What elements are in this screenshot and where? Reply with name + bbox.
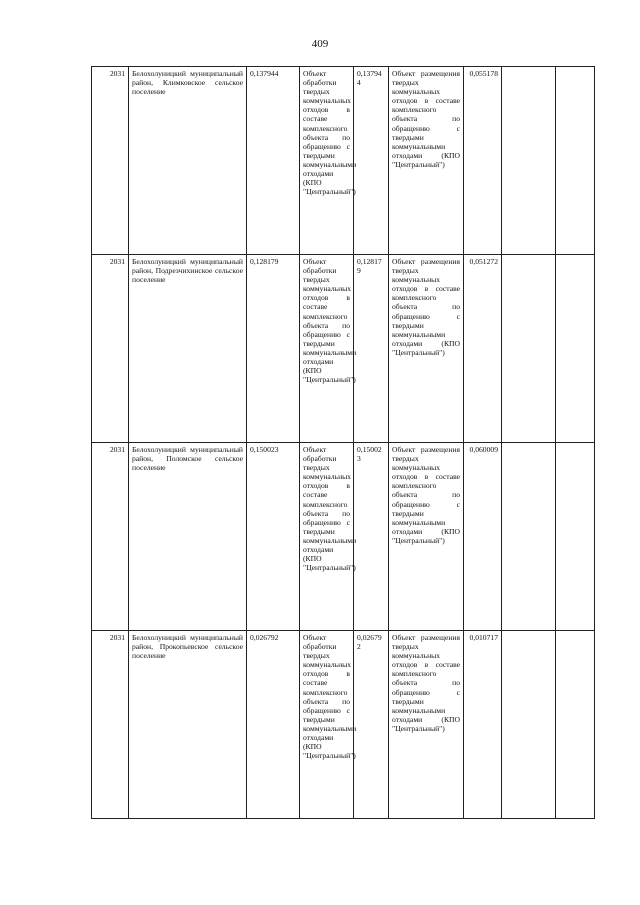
empty-cell [502,631,556,819]
page-number: 409 [311,38,329,50]
empty-cell [502,443,556,631]
processed-mass-cell: 0,137944 [354,67,389,255]
table-row [92,631,595,819]
disposal-object-cell: Объект размещения твердых коммунальных отходов в составе комплексного объекта по обращению с твердыми коммунальными отходами (КПО "Центральный") [389,443,464,631]
empty-cell [502,67,556,255]
disposal-object-cell: Объект размещения твердых коммунальных отходов в составе комплексного объекта по обращению с твердыми коммунальными отходами (КПО "Центральный") [389,67,464,255]
territory-cell: Белохолуницкий муниципальный район, Климковское сельское поселение [129,67,247,255]
table-body [92,67,595,819]
year-cell: 2031 [92,631,129,819]
empty-cell [556,631,595,819]
table-row [92,443,595,631]
processing-object-cell: Объект обработки твердых коммунальных отходов в составе комплексного объекта по обращению с твердыми коммунальными отходами (КПО "Центральный") [300,631,354,819]
disposal-object-cell: Объект размещения твердых коммунальных отходов в составе комплексного объекта по обращению с твердыми коммунальными отходами (КПО "Центральный") [389,631,464,819]
waste-mass-cell: 0,128179 [247,255,300,443]
processing-object-cell: Объект обработки твердых коммунальных отходов в составе комплексного объекта по обращению с твердыми коммунальными отходами (КПО "Центральный") [300,255,354,443]
processed-mass-cell: 0,128179 [354,255,389,443]
year-cell: 2031 [92,67,129,255]
territory-cell: Белохолуницкий муниципальный район, Подрезчихинское сельское поселение [129,255,247,443]
territory-cell: Белохолуницкий муниципальный район, Прокопьевское сельское поселение [129,631,247,819]
disposed-mass-cell: 0,051272 [464,255,502,443]
empty-cell [502,255,556,443]
empty-cell [556,67,595,255]
processed-mass-cell: 0,026792 [354,631,389,819]
waste-mass-cell: 0,150023 [247,443,300,631]
disposed-mass-cell: 0,055178 [464,67,502,255]
waste-mass-cell: 0,026792 [247,631,300,819]
processing-object-cell: Объект обработки твердых коммунальных отходов в составе комплексного объекта по обращению с твердыми коммунальными отходами (КПО "Центральный") [300,67,354,255]
disposal-object-cell: Объект размещения твердых коммунальных отходов в составе комплексного объекта по обращению с твердыми коммунальными отходами (КПО "Центральный") [389,255,464,443]
territory-cell: Белохолуницкий муниципальный район, Поломское сельское поселение [129,443,247,631]
disposed-mass-cell: 0,010717 [464,631,502,819]
waste-flow-table [91,66,595,819]
disposed-mass-cell: 0,060009 [464,443,502,631]
year-cell: 2031 [92,443,129,631]
processing-object-cell: Объект обработки твердых коммунальных отходов в составе комплексного объекта по обращению с твердыми коммунальными отходами (КПО "Центральный") [300,443,354,631]
table-row [92,255,595,443]
empty-cell [556,255,595,443]
table-row [92,67,595,255]
waste-mass-cell: 0,137944 [247,67,300,255]
processed-mass-cell: 0,150023 [354,443,389,631]
year-cell: 2031 [92,255,129,443]
empty-cell [556,443,595,631]
